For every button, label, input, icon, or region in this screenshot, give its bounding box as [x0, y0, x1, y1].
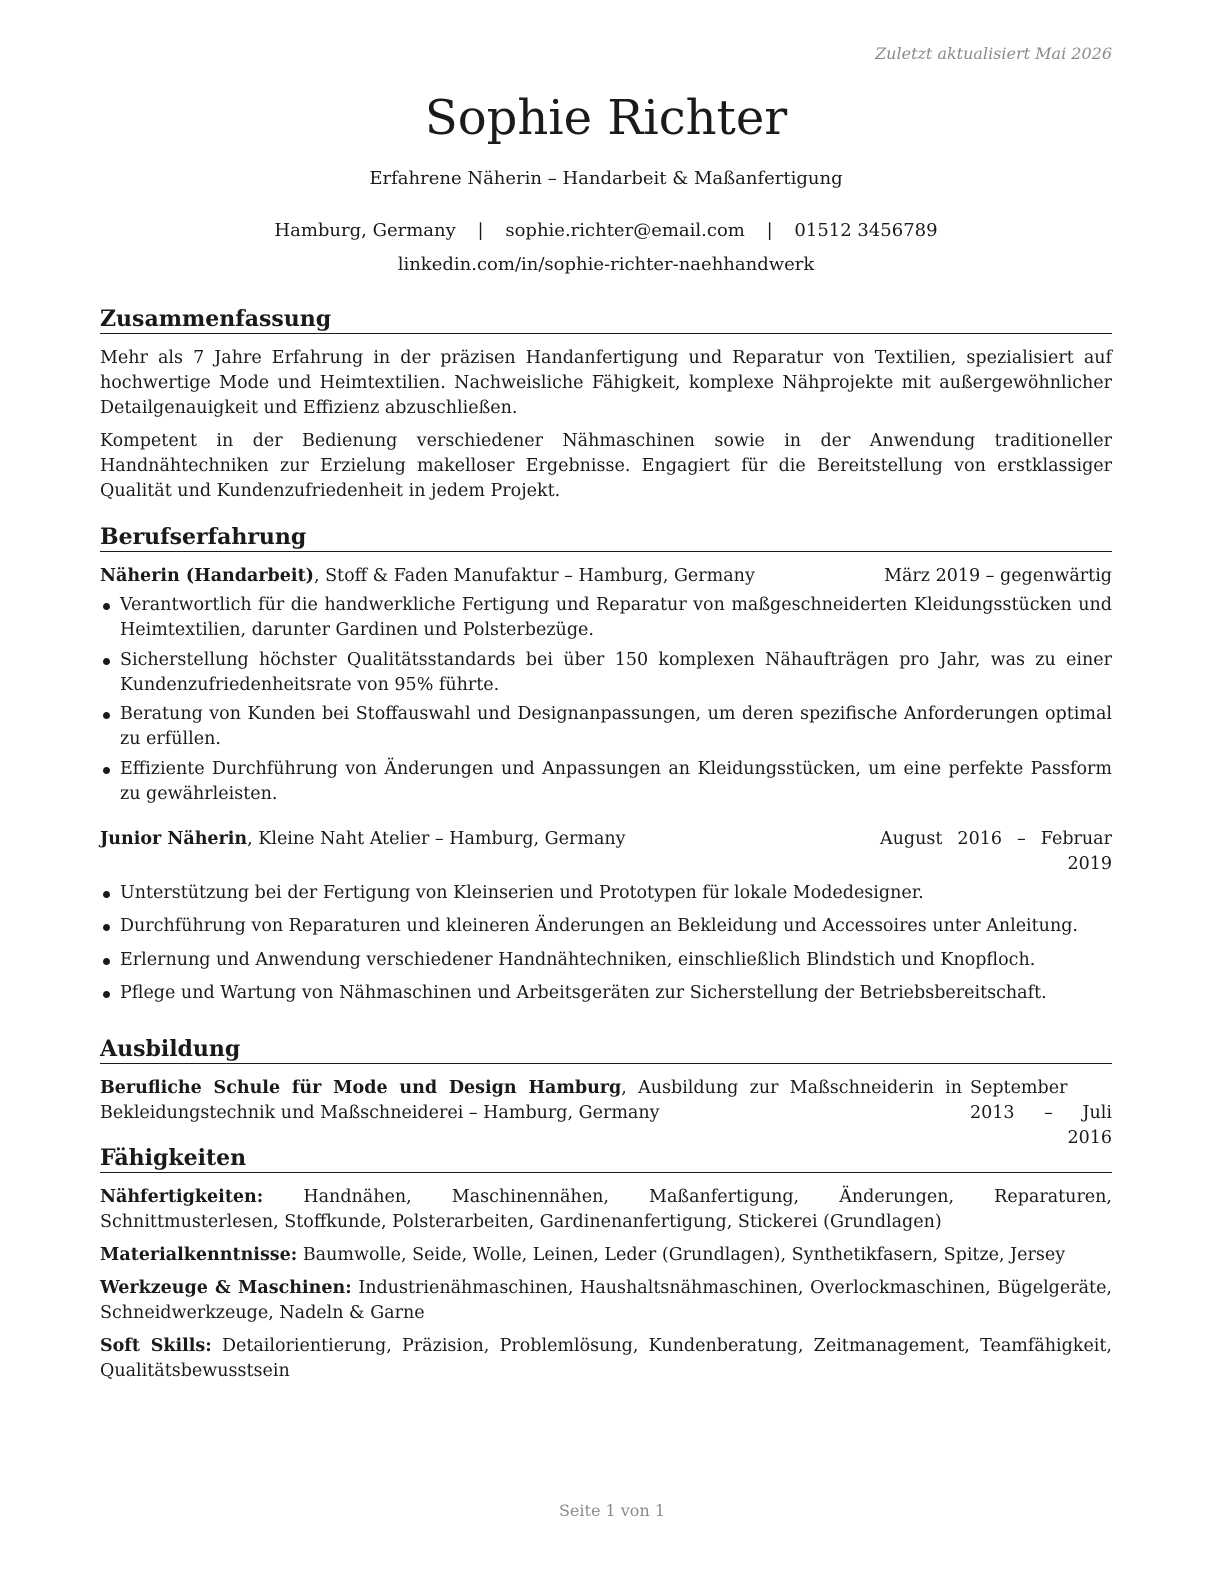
job-bullets — [100, 593, 1112, 807]
skill-line — [100, 1243, 1112, 1268]
skill-line — [100, 1276, 1112, 1326]
job-bullet: Effiziente Durchführung von Änderungen und Anpassungen an Kleidungsstücken, um eine perfekte Passform zu gewährleisten. — [100, 757, 1112, 807]
summary-paragraph: Kompetent in der Bedienung verschiedener Nähmaschinen sowie in der Anwendung traditioneller Handnähtechniken zur Erzielung makelloser Ergebnisse. Engagiert für die Bereitstellung von erstklassiger Qualität und Kundenzufriedenheit in jedem Projekt. — [100, 431, 1112, 501]
job-bullet: Verantwortlich für die handwerkliche Fertigung und Reparatur von maßgeschneiderten Kleidungsstücken und Heimtextilien, darunter Gardinen und Polsterbezüge. — [100, 593, 1112, 643]
job-entry — [100, 564, 1112, 807]
job-bullets — [100, 881, 1112, 1007]
contact-phone: 01512 3456789 — [794, 220, 938, 241]
education-entry — [100, 1076, 1112, 1151]
job-title: Junior Näherin — [100, 828, 248, 849]
skills-section — [100, 1145, 1112, 1392]
education-school: Berufliche Schule für Mode und Design Hamburg — [100, 1078, 622, 1098]
experience-heading: Berufserfahrung — [100, 524, 1112, 552]
job-bullet: Durchführung von Reparaturen und kleineren Änderungen an Bekleidung und Accessoires unter Anleitung. — [100, 914, 1112, 939]
experience-section — [100, 524, 1112, 1015]
candidate-subtitle: Erfahrene Näherin – Handarbeit & Maßanfertigung — [369, 168, 843, 189]
contact-linkedin[interactable]: linkedin.com/in/sophie-richter-naehhandwerk — [397, 254, 815, 275]
contact-email[interactable]: sophie.richter@email.com — [505, 220, 745, 241]
skill-label: Soft Skills: — [100, 1336, 212, 1356]
skill-label: Werkzeuge & Maschinen: — [100, 1278, 352, 1298]
job-bullet: Beratung von Kunden bei Stoffauswahl und Designanpassungen, um deren spezifische Anforderungen optimal zu erfüllen. — [100, 702, 1112, 752]
contact-separator: | — [477, 220, 484, 241]
contact-line — [100, 218, 1112, 244]
contact-separator: | — [766, 220, 773, 241]
skill-label: Nähfertigkeiten: — [100, 1187, 264, 1207]
job-dates: März 2019 – gegenwärtig — [884, 566, 1112, 586]
job-dates: August 2016 – Februar 2019 — [880, 828, 1112, 874]
skill-label: Materialkenntnisse: — [100, 1245, 298, 1265]
page-number: Seite 1 von 1 — [558, 1501, 666, 1520]
job-header — [100, 827, 1112, 877]
job-bullet: Pflege und Wartung von Nähmaschinen und Arbeitsgeräten zur Sicherstellung der Betriebsbereitschaft. — [100, 981, 1112, 1006]
skill-line — [100, 1334, 1112, 1384]
job-entry — [100, 827, 1112, 1007]
job-header — [100, 564, 1112, 589]
summary-paragraph: Mehr als 7 Jahre Erfahrung in der präzisen Handanfertigung und Reparatur von Textilien, spezialisiert auf hochwertige Mode und Heimtextilien. Nachweisliche Fähigkeit, komplexe Nähprojekte mit außergewöhnlicher Detailgenauigkeit und Effizienz abzuschließen. — [100, 348, 1112, 418]
skill-text: Industrienähmaschinen, Haushaltsnähmaschinen, Overlockmaschinen, Bügelgeräte, Schneidwerkzeuge, Nadeln & Garne — [100, 1278, 1112, 1323]
job-bullet: Unterstützung bei der Fertigung von Kleinserien und Prototypen für lokale Modedesigner. — [100, 881, 1112, 906]
education-section — [100, 1036, 1112, 1151]
candidate-name: Sophie Richter — [424, 90, 788, 146]
contact-location: Hamburg, Germany — [274, 220, 456, 241]
skill-text: Baumwolle, Seide, Wolle, Leinen, Leder (Grundlagen), Synthetikfasern, Spitze, Jersey — [297, 1245, 1066, 1265]
job-employer: , Stoff & Faden Manufaktur – Hamburg, Germany — [313, 566, 755, 586]
skills-heading: Fähigkeiten — [100, 1145, 1112, 1173]
summary-section — [100, 306, 1112, 512]
job-bullet: Sicherstellung höchster Qualitätsstandards bei über 150 komplexen Nähaufträgen pro Jahr, was zu einer Kundenzufriedenheitsrate von 95% führte. — [100, 648, 1112, 698]
job-title: Näherin (Handarbeit) — [100, 566, 314, 586]
skill-line — [100, 1185, 1112, 1235]
job-bullet: Erlernung und Anwendung verschiedener Handnähtechniken, einschließlich Blindstich und Knopfloch. — [100, 948, 1112, 973]
education-heading: Ausbildung — [100, 1036, 1112, 1064]
last-updated-note: Zuletzt aktualisiert Mai 2026 — [875, 44, 1112, 63]
skill-text: Handnähen, Maschinennähen, Maßanfertigung, Änderungen, Reparaturen, Schnittmusterlesen, Stoffkunde, Polsterarbeiten, Gardinenanfertigung, Stickerei (Grundlagen) — [100, 1187, 1112, 1232]
education-detail: , Ausbildung zur Maßschneiderin in Bekleidungstechnik und Maßschneiderei – Hamburg, Germany — [100, 1078, 962, 1123]
job-employer: , Kleine Naht Atelier – Hamburg, Germany — [247, 828, 626, 849]
summary-heading: Zusammenfassung — [100, 306, 1112, 334]
education-dates: September 2013 – Juli 2016 — [970, 1078, 1112, 1148]
skill-text: Detailorientierung, Präzision, Problemlösung, Kundenberatung, Zeitmanagement, Teamfähigkeit, Qualitätsbewusstsein — [100, 1336, 1112, 1381]
